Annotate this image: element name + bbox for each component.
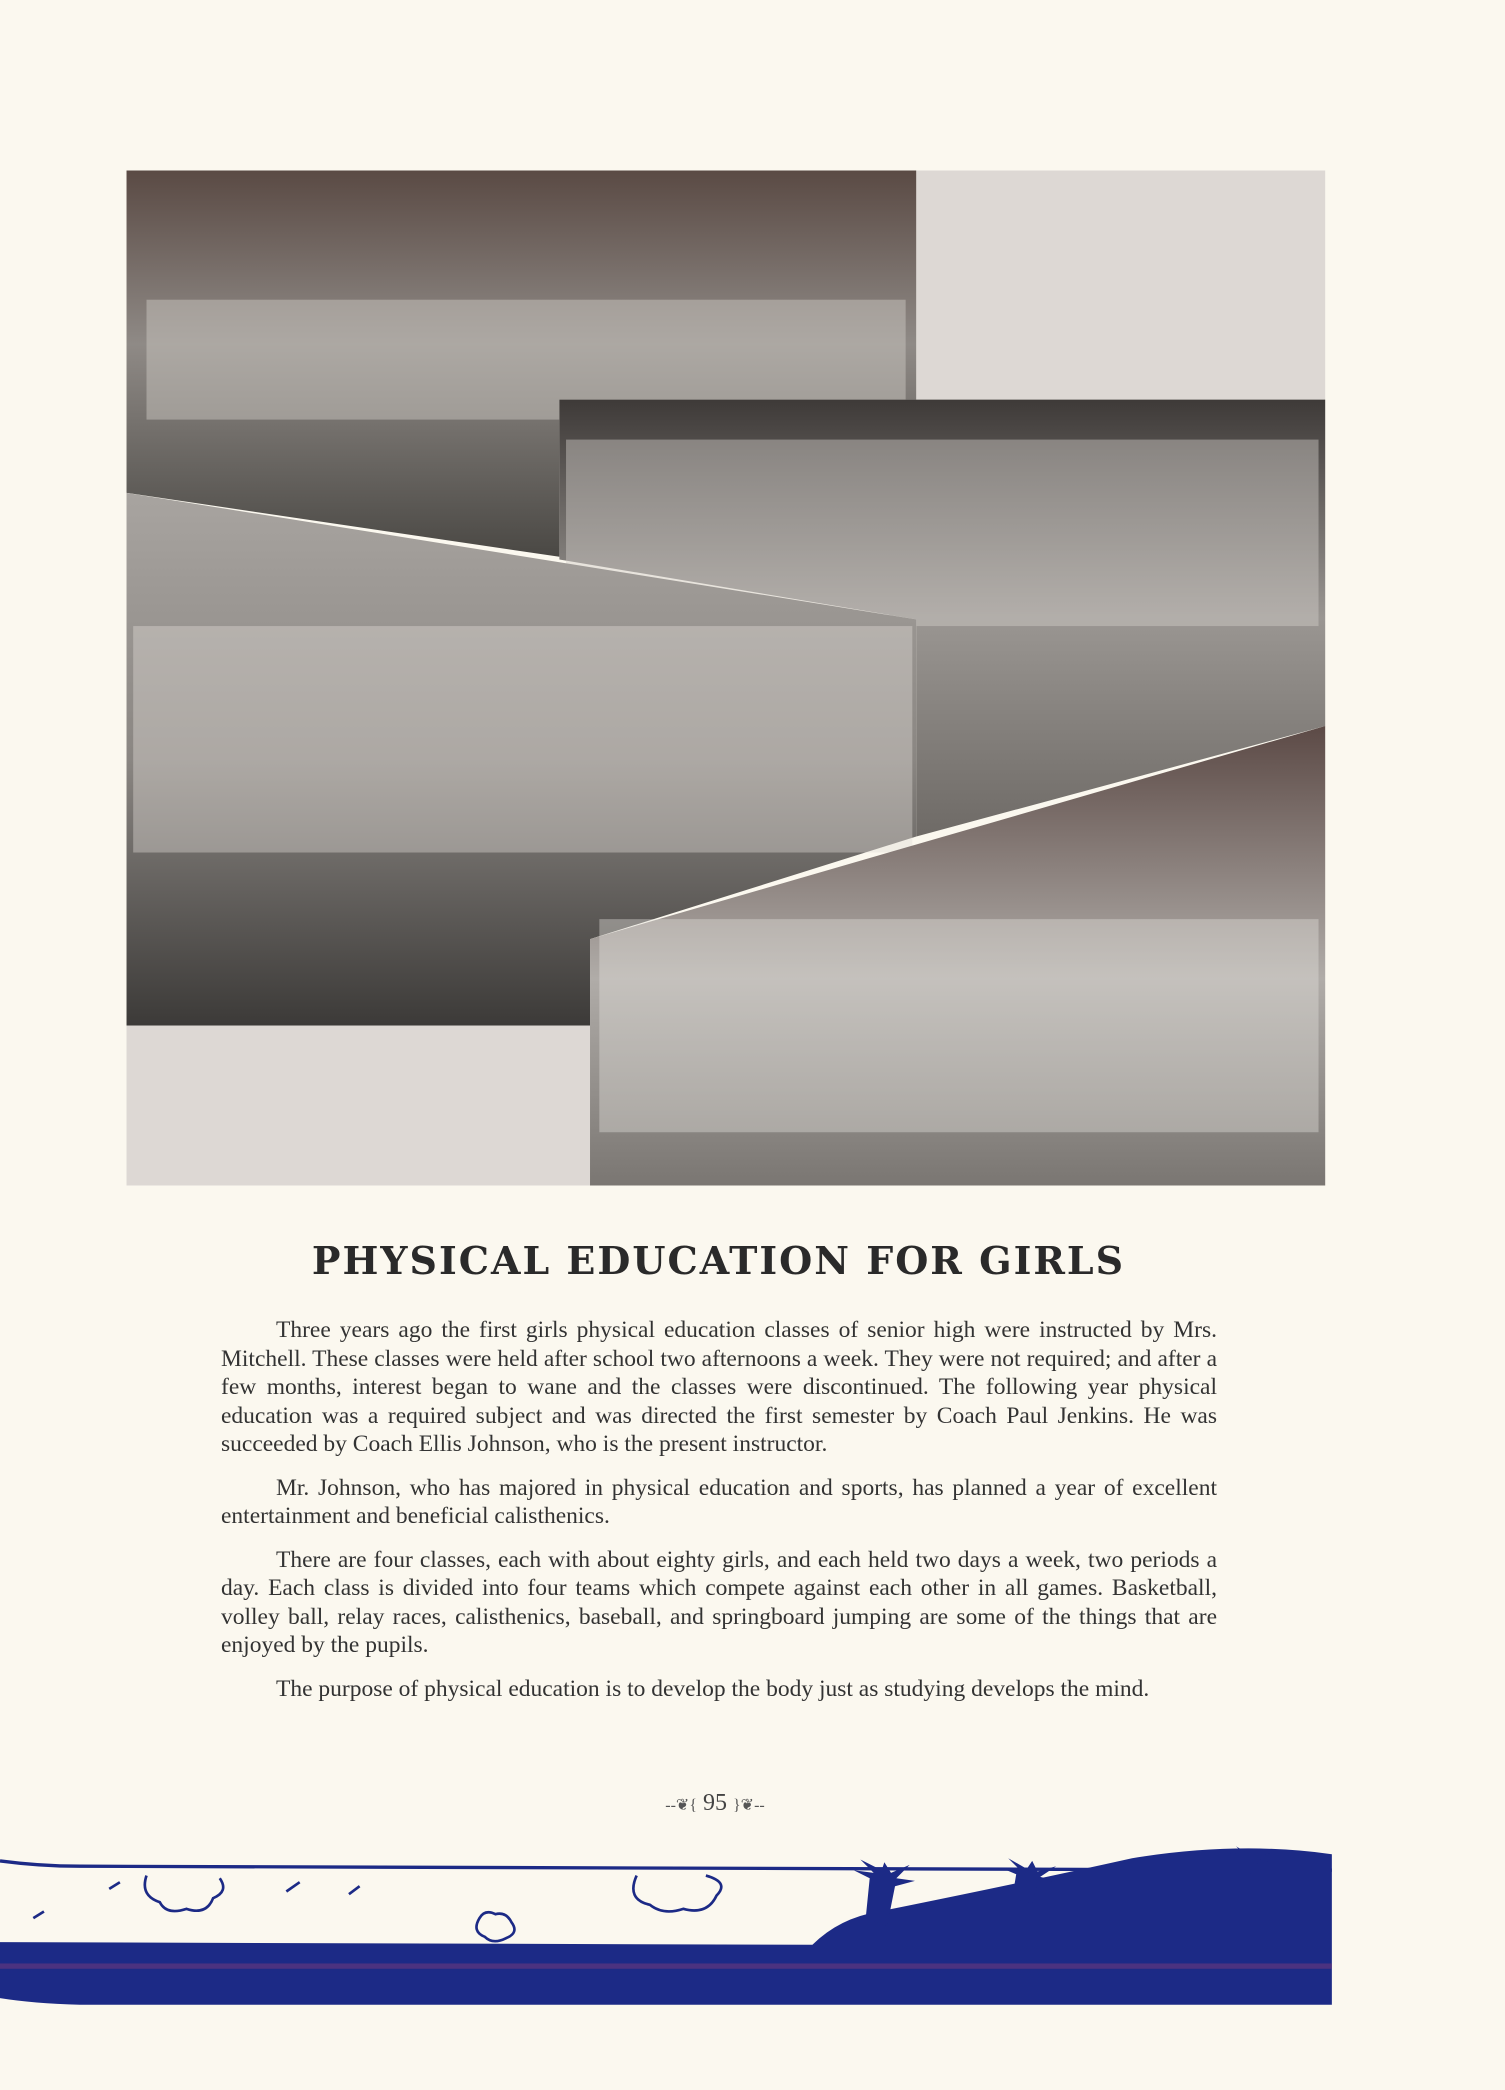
paragraph: The purpose of physical education is to develop the body just as studying develops the mind. — [276, 1675, 1150, 1702]
page-number-value: 95 — [703, 1790, 727, 1816]
paragraph: Mr. Johnson, who has majored in physical education and sports, has planned a year of excellent entertainment and beneficial calisthenics. — [221, 1474, 1217, 1529]
blank-panel-top-right — [916, 171, 1325, 400]
article-body — [221, 1316, 1217, 1718]
paragraph: There are four classes, each with about eighty girls, and each held two days a week, two periods a day. Each class is divided into four teams which compete against each other in all games. Basketball, volley ball, relay races, calisthenics, baseball, and springboard jumping are some of the things that are enjoyed by the pupils. — [221, 1546, 1217, 1658]
footer-band — [0, 1846, 1332, 2005]
ornament-left-icon: --❦{ — [665, 1797, 697, 1814]
paragraph: Three years ago the first girls physical education classes of senior high were instructed by Mrs. Mitchell. These classes were held after school two afternoons a week. They were not required; and after a few months, interest began to wane and the classes were discontinued. The following year physical education was a required subject and was directed the first semester by Coach Paul Jenkins. He was succeeded by Coach Ellis Johnson, who is the present instructor. — [221, 1317, 1217, 1457]
blank-panel-bottom-left — [127, 1026, 590, 1186]
page-title: PHYSICAL EDUCATION FOR GIRLS — [311, 1238, 1126, 1283]
ornament-right-icon: }❦-- — [733, 1797, 765, 1814]
page-number — [0, 1790, 1430, 1817]
